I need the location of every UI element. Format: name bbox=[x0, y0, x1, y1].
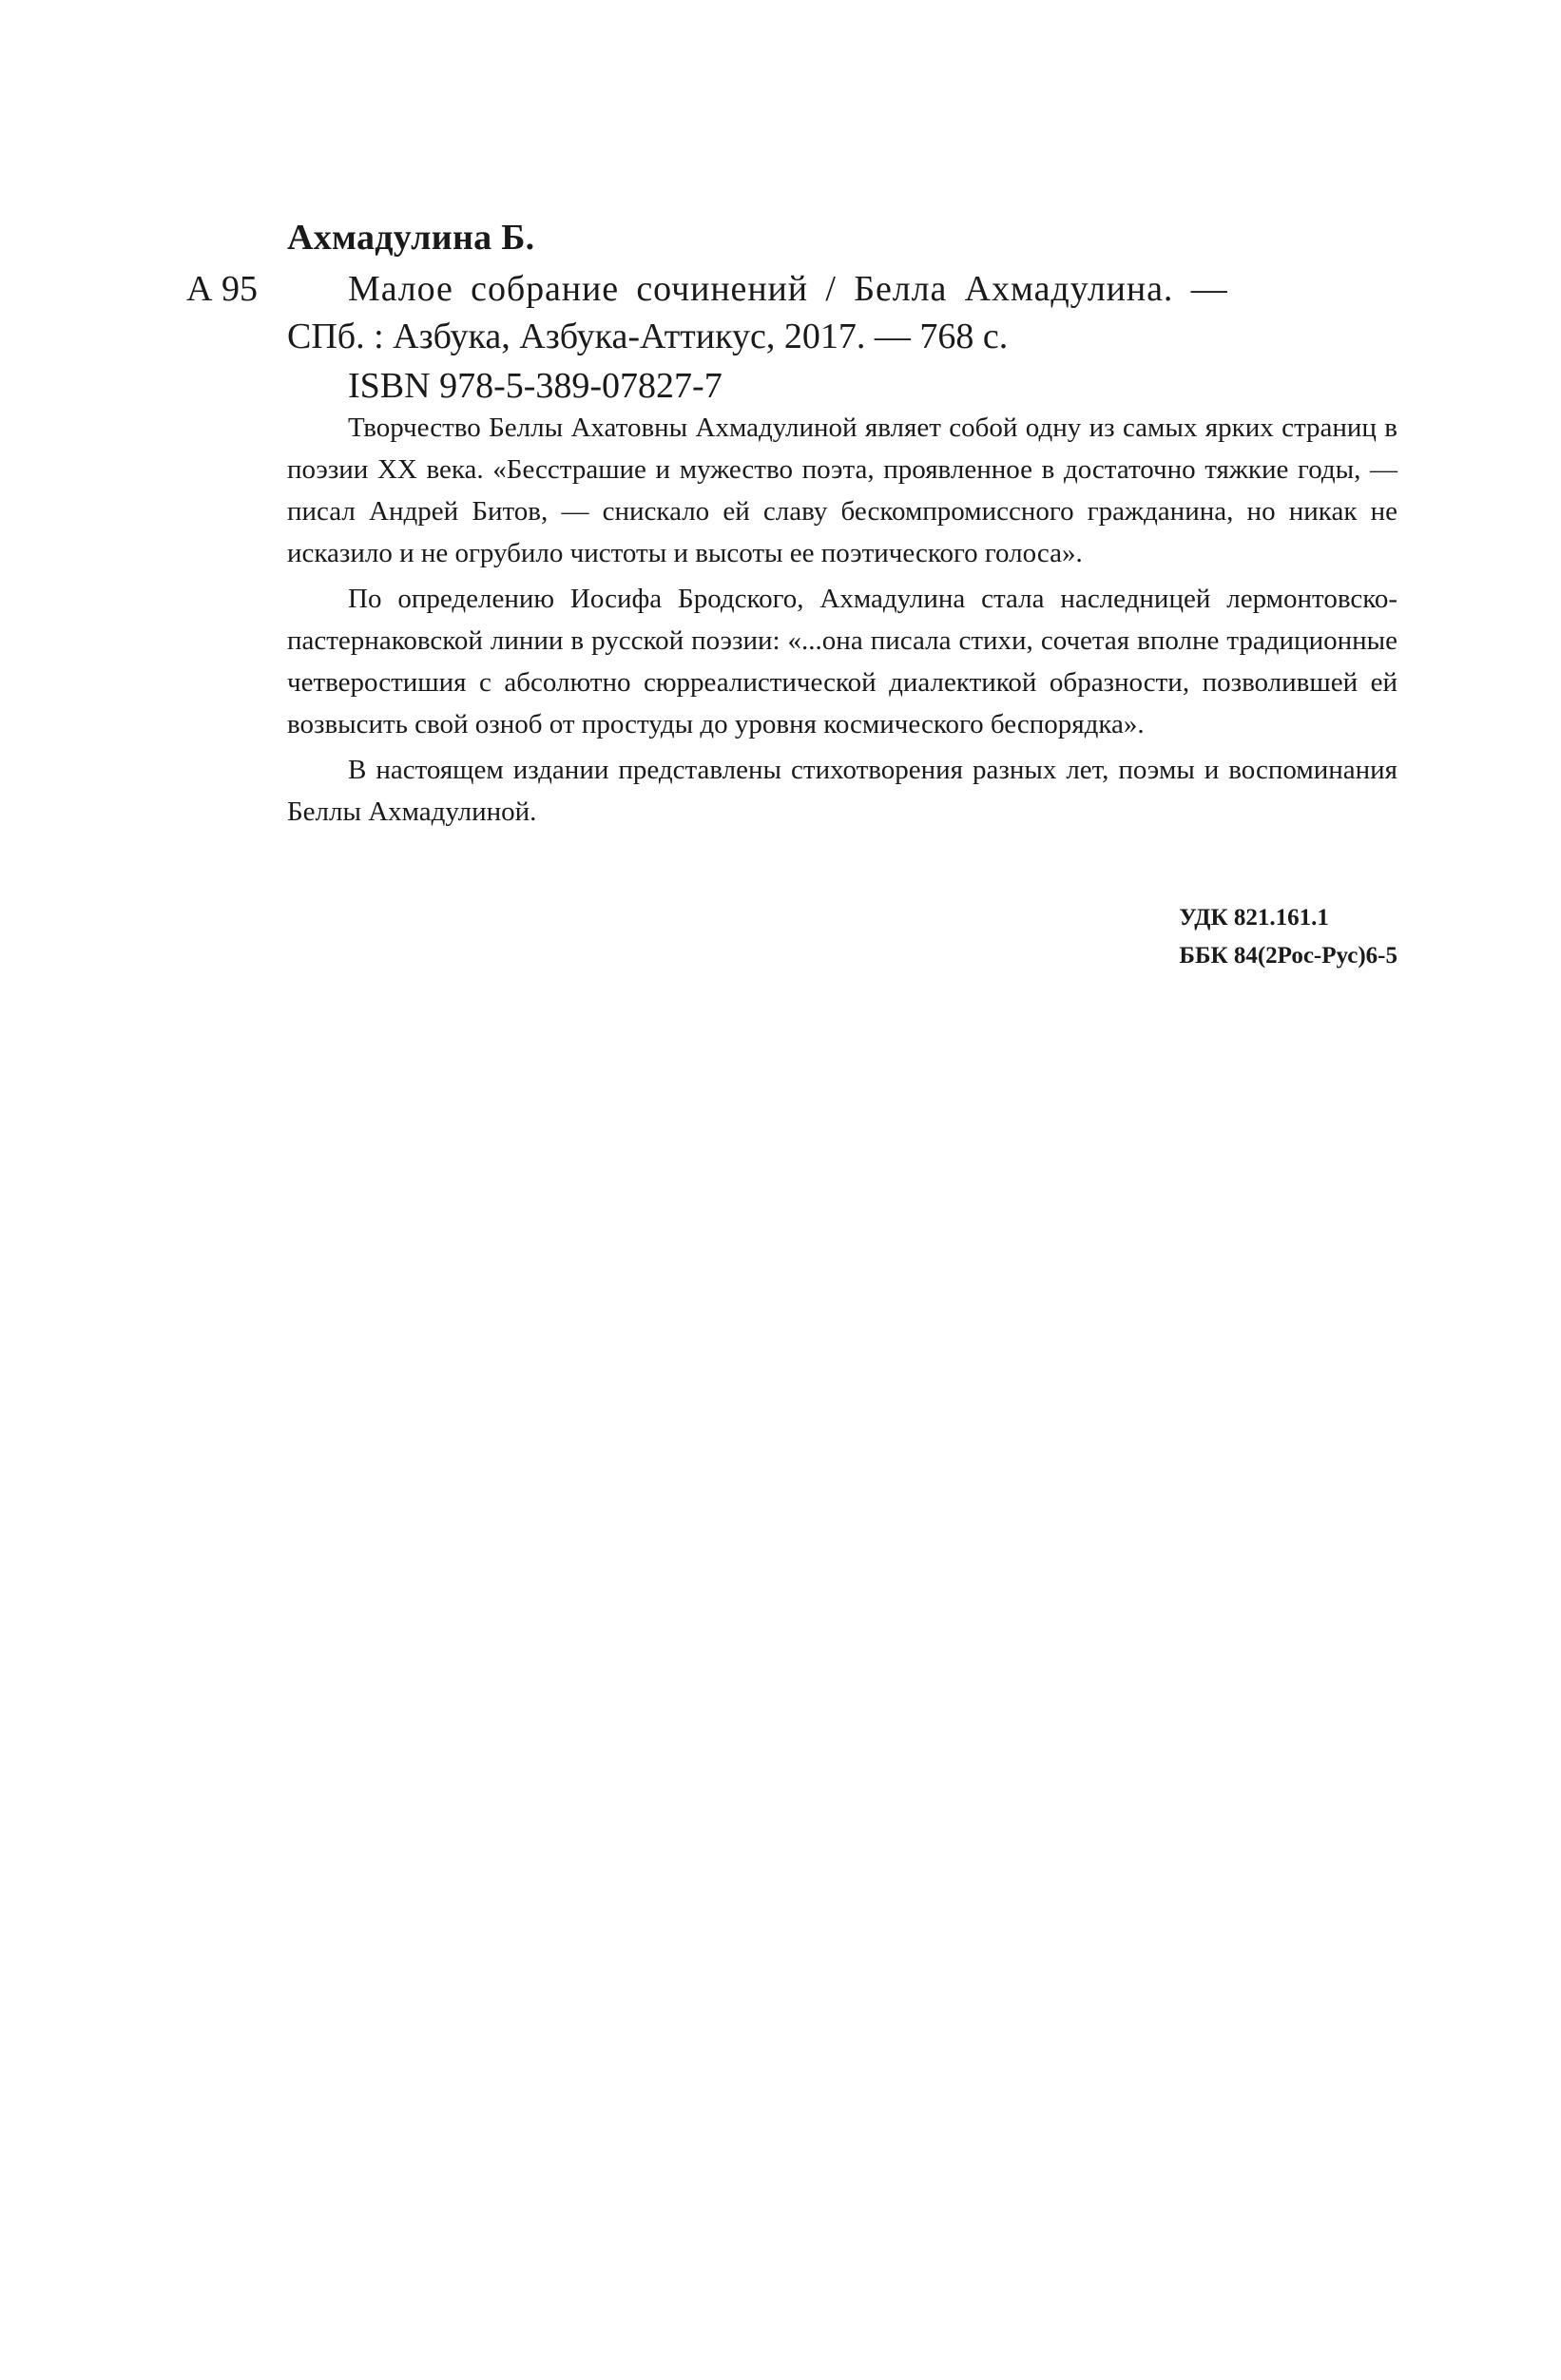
imprint-line: СПб. : Азбука, Азбука-Аттикус, 2017. — 768 с. bbox=[287, 317, 1009, 356]
bbk-index: ББК 84(2Рос-Рус)6-5 bbox=[1179, 943, 1397, 969]
author-mark: А 95 bbox=[186, 269, 258, 309]
annotation-paragraph: Творчество Беллы Ахатовны Ахмадулиной являет собой одну из самых ярких страниц в поэзии XX века. «Бесстрашие и мужество поэта, проявленное в достаточно тяжкие годы, — писал Андрей Битов, — снискало ей славу бескомпромиссного гражданина, но никак не исказило и не огрубило чистоты и высоты ее поэтического голоса». bbox=[287, 413, 1397, 568]
title-line: Малое собрание сочинений / Белла Ахмадулина. — bbox=[348, 269, 1228, 309]
annotation-paragraph: В настоящем издании представлены стихотворения разных лет, поэмы и воспоминания Беллы Ахмадулиной. bbox=[287, 755, 1397, 827]
annotation-paragraph: По определению Иосифа Бродского, Ахмадулина стала наследницей лермонтовско-пастернаковской линии в русской поэзии: «...она писала стихи, сочетая вполне традиционные четверостишия с абсолютно сюрреалистической диалектикой образности, позволившей ей возвысить свой озноб от простуды до уровня космического беспорядка». bbox=[287, 584, 1397, 739]
udk-index: УДК 821.161.1 bbox=[1179, 905, 1329, 931]
annotation bbox=[287, 407, 1397, 836]
classification-indexes bbox=[1179, 899, 1397, 975]
author-heading: Ахмадулина Б. bbox=[287, 218, 535, 258]
isbn-line: ISBN 978-5-389-07827-7 bbox=[348, 366, 723, 406]
